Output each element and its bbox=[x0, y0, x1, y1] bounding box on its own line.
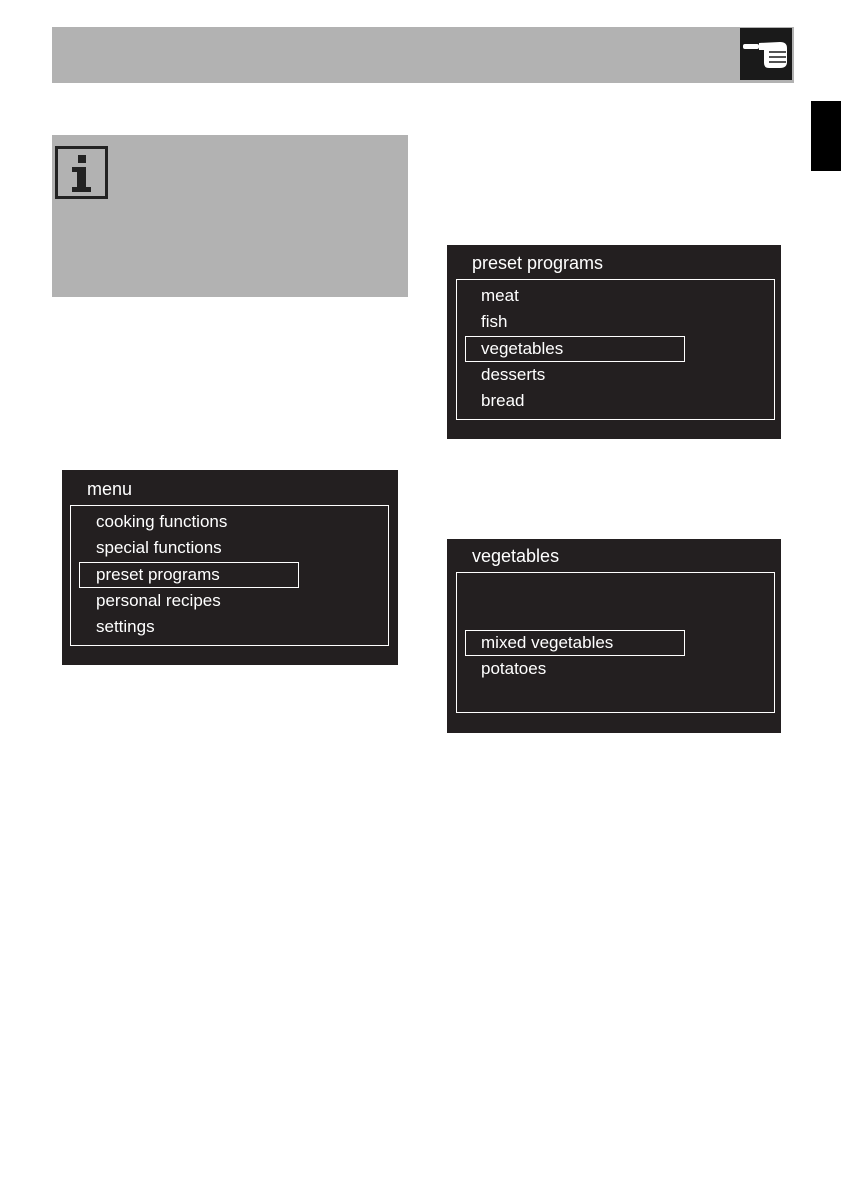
menu-item-personal-recipes[interactable]: personal recipes bbox=[96, 591, 221, 610]
preset-programs-screen bbox=[447, 245, 781, 439]
preset-item-vegetables[interactable]: vegetables bbox=[481, 339, 564, 358]
preset-item-fish[interactable]: fish bbox=[481, 312, 508, 331]
menu-item-cooking-functions[interactable]: cooking functions bbox=[96, 512, 228, 531]
pointing-hand-icon bbox=[740, 28, 792, 80]
screen-title: menu bbox=[87, 479, 133, 499]
menu-item-special-functions[interactable]: special functions bbox=[96, 538, 222, 557]
menu-item-settings[interactable]: settings bbox=[96, 617, 155, 636]
preset-item-bread[interactable]: bread bbox=[481, 391, 525, 410]
info-box bbox=[52, 135, 408, 297]
side-tab bbox=[811, 101, 841, 171]
screen-title: vegetables bbox=[472, 546, 560, 566]
menu-item-preset-programs[interactable]: preset programs bbox=[96, 565, 220, 584]
vegetables-item-potatoes[interactable]: potatoes bbox=[481, 659, 547, 678]
vegetables-screen bbox=[447, 539, 781, 733]
vegetables-item-mixed-vegetables[interactable]: mixed vegetables bbox=[481, 633, 614, 652]
header-bar bbox=[52, 27, 794, 83]
screen-title: preset programs bbox=[472, 253, 604, 273]
preset-item-meat[interactable]: meat bbox=[481, 286, 519, 305]
preset-item-desserts[interactable]: desserts bbox=[481, 365, 546, 384]
menu-screen bbox=[62, 470, 398, 665]
info-icon bbox=[55, 146, 108, 199]
